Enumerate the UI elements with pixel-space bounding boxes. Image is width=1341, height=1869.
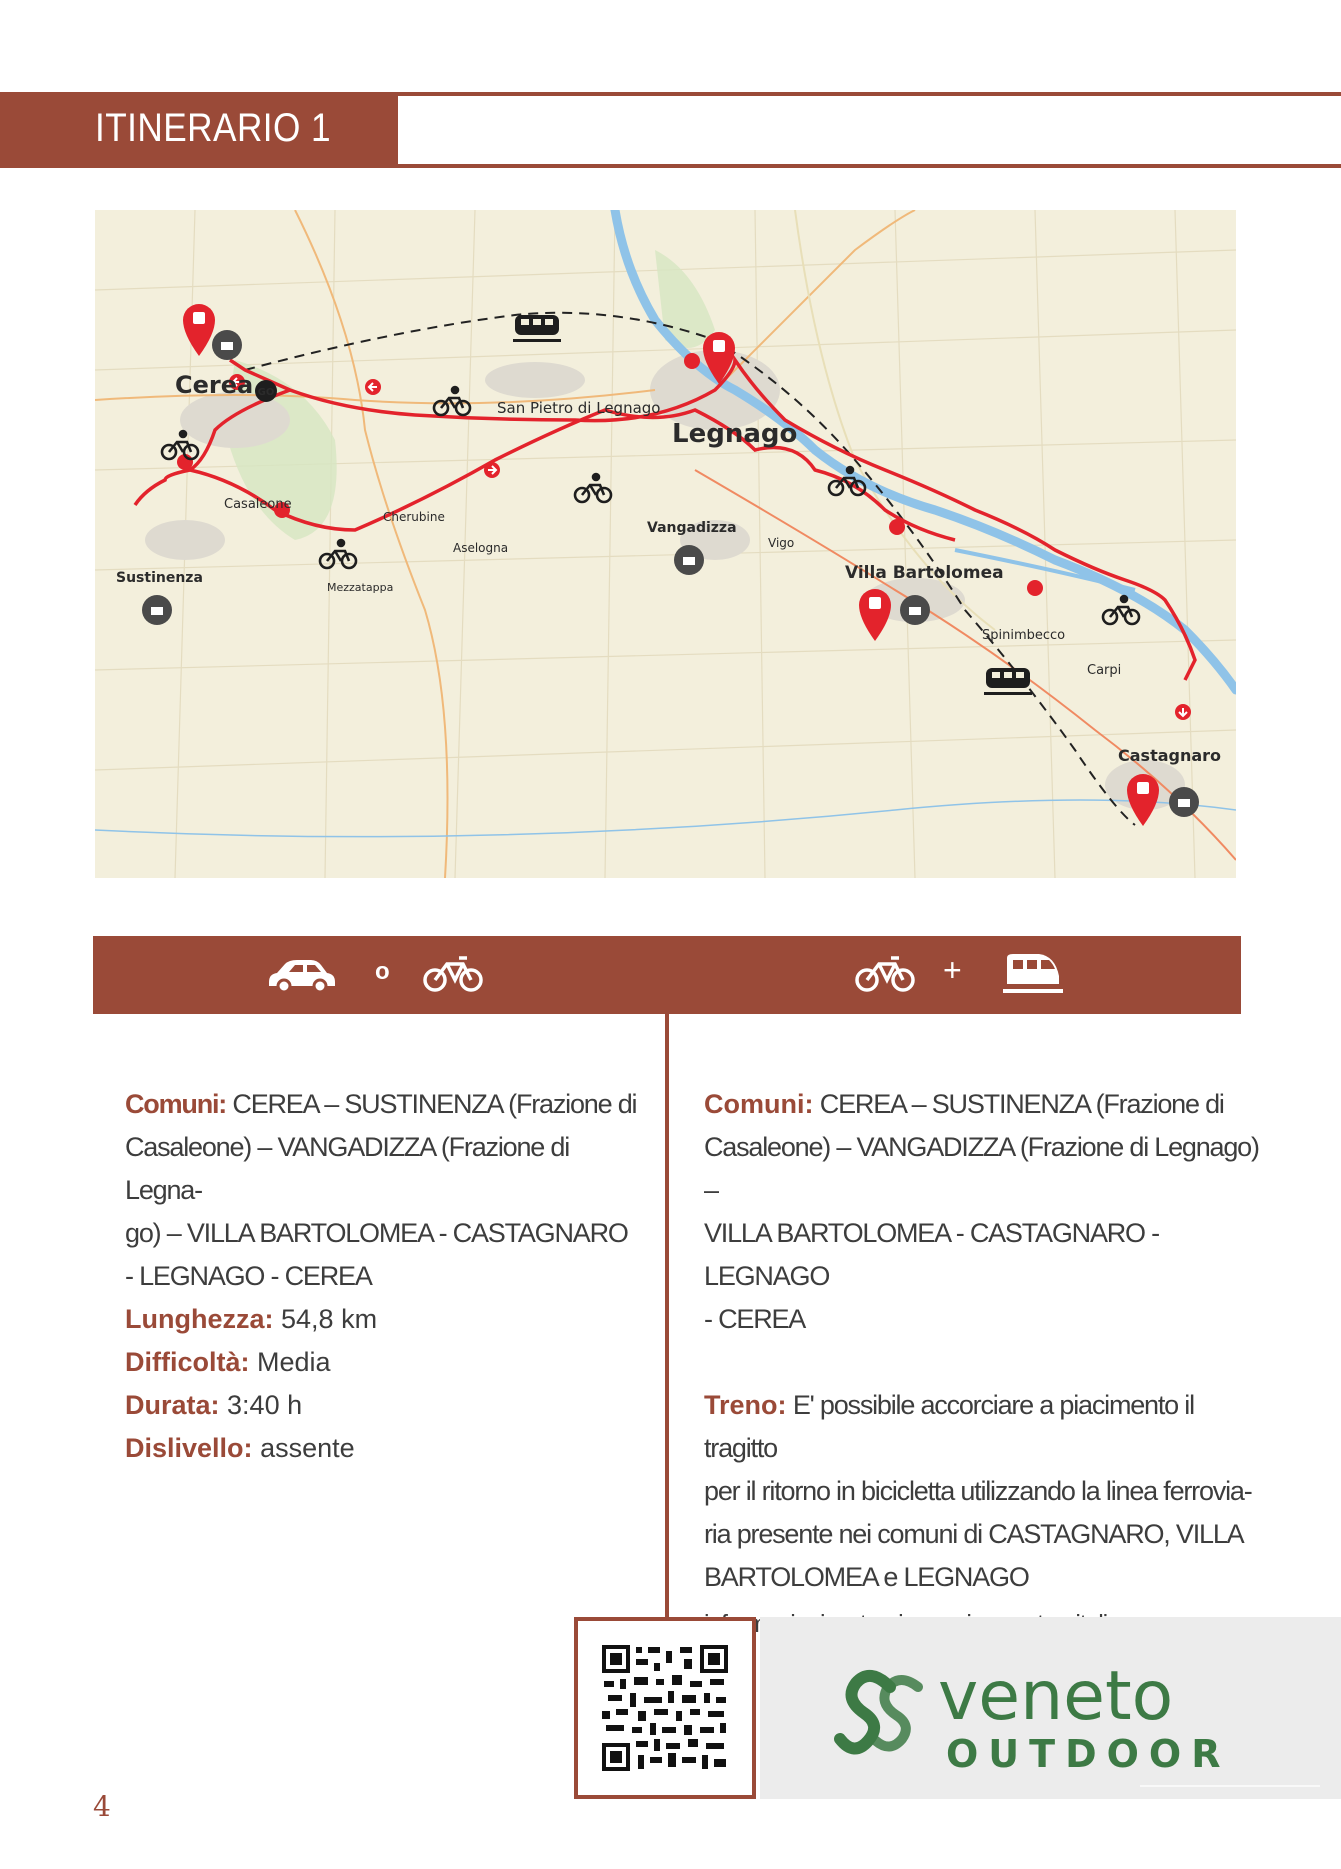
label-san-pietro: San Pietro di Legnago	[497, 399, 661, 417]
logo-word-veneto: veneto	[938, 1657, 1174, 1736]
label-vigo: Vigo	[768, 536, 795, 550]
column-divider	[665, 1014, 669, 1620]
dislivello-label: Dislivello:	[125, 1433, 253, 1463]
difficolta-label: Difficoltà:	[125, 1347, 250, 1377]
car-icon	[265, 956, 339, 994]
label-mezzatappa: Mezzatappa	[327, 581, 394, 594]
left-info-column	[125, 1083, 645, 1470]
label-aselogna: Aselogna	[453, 541, 509, 555]
logo-word-outdoor: OUTDOOR	[946, 1732, 1231, 1776]
comuni-line: - LEGNAGO - CEREA	[125, 1261, 372, 1291]
label-legnago: Legnago	[672, 419, 798, 449]
veneto-outdoor-logo	[760, 1617, 1341, 1799]
route-map[interactable]	[95, 210, 1236, 878]
durata-value: 3:40 h	[227, 1390, 303, 1420]
comuni-label: Comuni:	[125, 1089, 227, 1119]
page-number: 4	[93, 1790, 111, 1823]
durata-label: Durata:	[125, 1390, 220, 1420]
comuni-line: Casaleone) – VANGADIZZA (Frazione di Legna-	[125, 1132, 569, 1205]
label-villa-bartolomea: Villa Bartolomea	[845, 563, 1004, 583]
comuni-line: - CEREA	[704, 1304, 806, 1334]
comuni-line: go) – VILLA BARTOLOMEA - CASTAGNARO	[125, 1218, 628, 1248]
treno-label: Treno:	[704, 1390, 787, 1420]
comuni-label: Comuni:	[704, 1089, 814, 1119]
treno-line: BARTOLOMEA e LEGNAGO	[704, 1562, 1029, 1592]
logo-swirl-icon	[876, 1680, 918, 1747]
go-label: GO	[257, 387, 275, 398]
treno-line: ria presente nei comuni di CASTAGNARO, VILLA	[704, 1519, 1244, 1549]
comuni-line: CEREA – SUSTINENZA (Frazione di	[232, 1089, 637, 1119]
label-casaleone: Casaleone	[224, 497, 292, 512]
bike-icon	[423, 954, 483, 994]
comuni-line: VILLA BARTOLOMEA - CASTAGNARO - LEGNAGO	[704, 1218, 1159, 1291]
label-cherubine: Cherubine	[383, 510, 445, 524]
treno-line: per il ritorno in bicicletta utilizzando la linea ferrovia-	[704, 1476, 1252, 1506]
label-spinimbecco: Spinimbecco	[982, 628, 1066, 643]
qr-code-graphic	[578, 1621, 752, 1795]
treno-line: E' possibile accorciare a piacimento il tragitto	[704, 1390, 1194, 1463]
logo-graphic	[760, 1617, 1341, 1799]
page-title: ITINERARIO 1	[95, 106, 332, 150]
comuni-line: Casaleone) – VANGADIZZA (Frazione di Legnago) –	[704, 1132, 1259, 1205]
right-info-column	[704, 1083, 1264, 1646]
map-canvas	[95, 210, 1236, 878]
lunghezza-value: 54,8 km	[281, 1304, 378, 1334]
label-vangadizza: Vangadizza	[647, 520, 737, 536]
bike-icon	[855, 954, 915, 994]
transport-banner	[93, 936, 1241, 1014]
comuni-line: CEREA – SUSTINENZA (Frazione di	[819, 1089, 1224, 1119]
label-cerea: Cerea	[175, 371, 254, 399]
connector-plus: +	[943, 952, 962, 988]
difficolta-value: Media	[257, 1347, 331, 1377]
lunghezza-label: Lunghezza:	[125, 1304, 274, 1334]
qr-code[interactable]	[574, 1617, 756, 1799]
train-icon	[1003, 952, 1063, 996]
connector-or: o	[375, 958, 390, 985]
dislivello-value: assente	[260, 1433, 355, 1463]
label-carpi: Carpi	[1087, 663, 1122, 678]
label-sustinenza: Sustinenza	[116, 570, 203, 586]
label-castagnaro: Castagnaro	[1118, 746, 1222, 765]
